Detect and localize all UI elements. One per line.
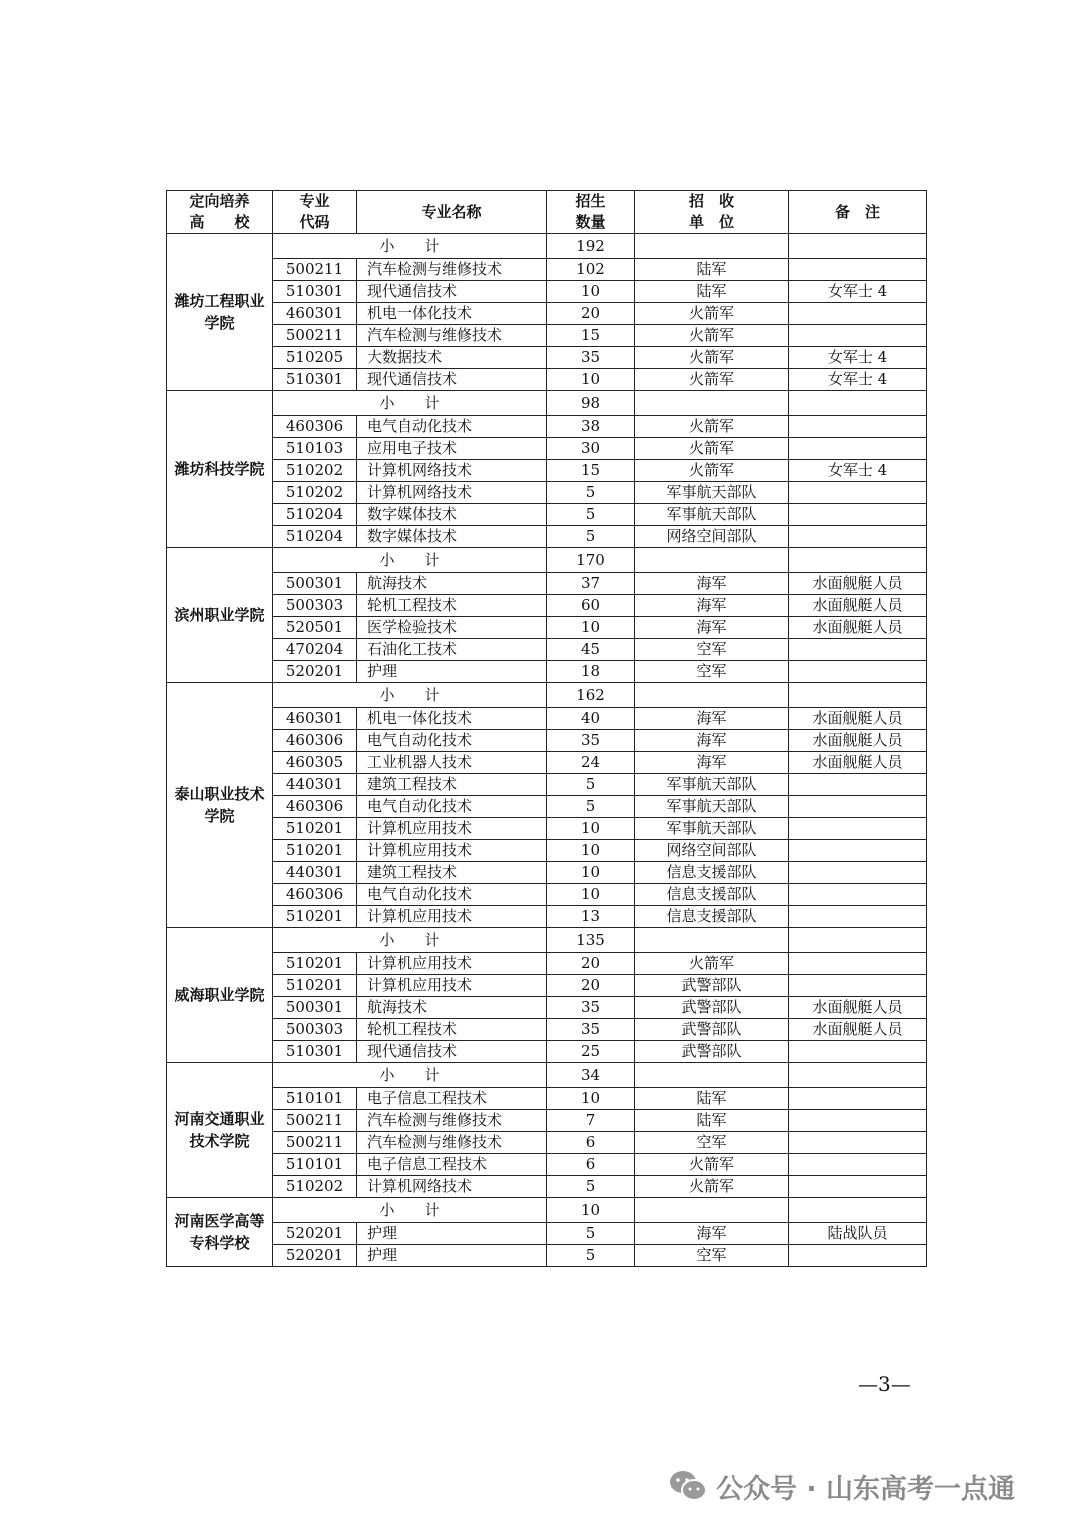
quota: 10 (547, 862, 635, 884)
recruit-unit: 海军 (635, 573, 789, 595)
major-name: 现代通信技术 (357, 281, 547, 303)
remark (789, 1132, 927, 1154)
table-row (167, 708, 927, 730)
quota: 35 (547, 730, 635, 752)
quota: 10 (547, 884, 635, 906)
recruit-unit: 空军 (635, 1245, 789, 1267)
subtotal-remark (789, 234, 927, 259)
quota: 37 (547, 573, 635, 595)
subtotal-unit (635, 391, 789, 416)
recruit-unit: 武警部队 (635, 1019, 789, 1041)
recruit-unit: 火箭军 (635, 1154, 789, 1176)
remark: 女军士 4 (789, 369, 927, 391)
watermark (668, 1466, 1015, 1506)
major-code: 510205 (273, 347, 357, 369)
major-name: 计算机网络技术 (357, 1176, 547, 1198)
recruit-unit: 陆军 (635, 259, 789, 281)
quota: 60 (547, 595, 635, 617)
quota: 45 (547, 639, 635, 661)
quota: 10 (547, 369, 635, 391)
table-row (167, 796, 927, 818)
major-name: 航海技术 (357, 997, 547, 1019)
major-code: 510101 (273, 1154, 357, 1176)
major-code: 510201 (273, 818, 357, 840)
subtotal-value: 34 (547, 1063, 635, 1088)
recruit-unit: 海军 (635, 730, 789, 752)
major-name: 现代通信技术 (357, 369, 547, 391)
major-code: 460301 (273, 303, 357, 325)
remark: 水面舰艇人员 (789, 595, 927, 617)
table-row (167, 1245, 927, 1267)
school-name: 潍坊工程职业学院 (167, 234, 273, 391)
major-name: 电气自动化技术 (357, 884, 547, 906)
subtotal-remark (789, 1198, 927, 1223)
major-name: 石油化工技术 (357, 639, 547, 661)
remark (789, 416, 927, 438)
quota: 38 (547, 416, 635, 438)
recruit-unit: 火箭军 (635, 953, 789, 975)
recruit-unit: 空军 (635, 1132, 789, 1154)
remark (789, 1245, 927, 1267)
page-number: —3— (858, 1372, 911, 1396)
table-row (167, 752, 927, 774)
major-code: 510201 (273, 975, 357, 997)
quota: 5 (547, 504, 635, 526)
major-name: 计算机应用技术 (357, 906, 547, 928)
recruit-unit: 火箭军 (635, 1176, 789, 1198)
recruit-unit: 武警部队 (635, 1041, 789, 1063)
major-name: 计算机应用技术 (357, 975, 547, 997)
quota: 5 (547, 1245, 635, 1267)
header-code: 专业 代码 (273, 191, 357, 234)
subtotal-value: 10 (547, 1198, 635, 1223)
recruit-unit: 武警部队 (635, 997, 789, 1019)
subtotal-row (167, 548, 927, 573)
table-row (167, 862, 927, 884)
major-name: 汽车检测与维修技术 (357, 1132, 547, 1154)
major-code: 440301 (273, 774, 357, 796)
recruit-unit: 军事航天部队 (635, 504, 789, 526)
remark: 水面舰艇人员 (789, 573, 927, 595)
major-name: 电气自动化技术 (357, 730, 547, 752)
header-school: 定向培养 高 校 (167, 191, 273, 234)
quota: 20 (547, 303, 635, 325)
subtotal-label: 小 计 (273, 683, 547, 708)
recruit-unit: 火箭军 (635, 325, 789, 347)
recruit-unit: 信息支援部队 (635, 862, 789, 884)
major-name: 电子信息工程技术 (357, 1088, 547, 1110)
quota: 10 (547, 818, 635, 840)
major-name: 电气自动化技术 (357, 416, 547, 438)
subtotal-value: 135 (547, 928, 635, 953)
table-row (167, 526, 927, 548)
quota: 35 (547, 1019, 635, 1041)
table-body (167, 234, 927, 1267)
school-name: 潍坊科技学院 (167, 391, 273, 548)
subtotal-value: 162 (547, 683, 635, 708)
subtotal-row (167, 928, 927, 953)
remark (789, 840, 927, 862)
recruit-unit: 火箭军 (635, 369, 789, 391)
major-code: 520501 (273, 617, 357, 639)
quota: 25 (547, 1041, 635, 1063)
remark (789, 862, 927, 884)
table-row (167, 438, 927, 460)
quota: 5 (547, 526, 635, 548)
table-row (167, 906, 927, 928)
quota: 24 (547, 752, 635, 774)
major-name: 汽车检测与维修技术 (357, 1110, 547, 1132)
remark: 女军士 4 (789, 460, 927, 482)
table-row (167, 774, 927, 796)
major-code: 510201 (273, 840, 357, 862)
major-name: 汽车检测与维修技术 (357, 259, 547, 281)
subtotal-label: 小 计 (273, 391, 547, 416)
table-row (167, 1110, 927, 1132)
table-row (167, 818, 927, 840)
major-name: 机电一体化技术 (357, 708, 547, 730)
major-code: 510204 (273, 504, 357, 526)
major-code: 460306 (273, 730, 357, 752)
quota: 10 (547, 1088, 635, 1110)
subtotal-remark (789, 683, 927, 708)
major-name: 建筑工程技术 (357, 774, 547, 796)
remark (789, 1041, 927, 1063)
major-name: 计算机网络技术 (357, 460, 547, 482)
header-row (167, 191, 927, 234)
subtotal-value: 170 (547, 548, 635, 573)
recruit-unit: 军事航天部队 (635, 482, 789, 504)
remark (789, 774, 927, 796)
major-code: 470204 (273, 639, 357, 661)
major-name: 大数据技术 (357, 347, 547, 369)
remark (789, 818, 927, 840)
table-row (167, 259, 927, 281)
major-code: 500301 (273, 573, 357, 595)
table-row (167, 639, 927, 661)
recruit-unit: 军事航天部队 (635, 796, 789, 818)
major-code: 510202 (273, 1176, 357, 1198)
major-name: 数字媒体技术 (357, 504, 547, 526)
recruit-unit: 空军 (635, 661, 789, 683)
recruit-unit: 武警部队 (635, 975, 789, 997)
quota: 6 (547, 1154, 635, 1176)
quota: 20 (547, 953, 635, 975)
quota: 10 (547, 617, 635, 639)
major-code: 500211 (273, 325, 357, 347)
recruit-unit: 火箭军 (635, 460, 789, 482)
remark (789, 325, 927, 347)
subtotal-unit (635, 928, 789, 953)
major-name: 护理 (357, 661, 547, 683)
table-row (167, 416, 927, 438)
major-name: 医学检验技术 (357, 617, 547, 639)
major-name: 数字媒体技术 (357, 526, 547, 548)
remark (789, 796, 927, 818)
wechat-icon (668, 1469, 708, 1503)
major-code: 520201 (273, 661, 357, 683)
remark (789, 884, 927, 906)
table-row (167, 504, 927, 526)
major-code: 510301 (273, 1041, 357, 1063)
remark (789, 1088, 927, 1110)
remark (789, 906, 927, 928)
remark: 水面舰艇人员 (789, 997, 927, 1019)
subtotal-remark (789, 391, 927, 416)
school-name: 泰山职业技术学院 (167, 683, 273, 928)
remark (789, 639, 927, 661)
major-name: 现代通信技术 (357, 1041, 547, 1063)
major-code: 500303 (273, 595, 357, 617)
major-code: 520201 (273, 1245, 357, 1267)
major-name: 计算机应用技术 (357, 818, 547, 840)
subtotal-label: 小 计 (273, 1063, 547, 1088)
table-row (167, 1088, 927, 1110)
recruit-unit: 海军 (635, 1223, 789, 1245)
table-row (167, 975, 927, 997)
major-code: 520201 (273, 1223, 357, 1245)
table-row (167, 661, 927, 683)
recruit-unit: 军事航天部队 (635, 818, 789, 840)
quota: 10 (547, 840, 635, 862)
table-row (167, 347, 927, 369)
major-code: 500301 (273, 997, 357, 1019)
table-row (167, 325, 927, 347)
subtotal-remark (789, 928, 927, 953)
table-row (167, 1176, 927, 1198)
recruit-unit: 火箭军 (635, 347, 789, 369)
recruit-unit: 信息支援部队 (635, 884, 789, 906)
remark (789, 661, 927, 683)
quota: 13 (547, 906, 635, 928)
quota: 5 (547, 774, 635, 796)
major-code: 510202 (273, 460, 357, 482)
major-name: 轮机工程技术 (357, 1019, 547, 1041)
remark (789, 1176, 927, 1198)
major-code: 440301 (273, 862, 357, 884)
table-row (167, 1223, 927, 1245)
major-code: 500303 (273, 1019, 357, 1041)
recruit-unit: 空军 (635, 639, 789, 661)
remark (789, 1154, 927, 1176)
quota: 5 (547, 796, 635, 818)
major-code: 500211 (273, 1132, 357, 1154)
major-name: 工业机器人技术 (357, 752, 547, 774)
major-name: 计算机应用技术 (357, 840, 547, 862)
major-code: 460301 (273, 708, 357, 730)
recruit-unit: 火箭军 (635, 438, 789, 460)
school-name: 河南交通职业技术学院 (167, 1063, 273, 1198)
remark: 水面舰艇人员 (789, 730, 927, 752)
watermark-text: 公众号 · 山东高考一点通 (716, 1473, 1016, 1505)
table-row (167, 1154, 927, 1176)
subtotal-unit (635, 548, 789, 573)
remark: 陆战队员 (789, 1223, 927, 1245)
subtotal-unit (635, 1063, 789, 1088)
major-code: 460305 (273, 752, 357, 774)
recruit-unit: 海军 (635, 708, 789, 730)
major-code: 510301 (273, 281, 357, 303)
remark: 水面舰艇人员 (789, 1019, 927, 1041)
major-code: 510103 (273, 438, 357, 460)
major-name: 航海技术 (357, 573, 547, 595)
quota: 5 (547, 1176, 635, 1198)
school-name: 滨州职业学院 (167, 548, 273, 683)
remark (789, 1110, 927, 1132)
major-code: 500211 (273, 1110, 357, 1132)
major-name: 计算机网络技术 (357, 482, 547, 504)
recruit-unit: 陆军 (635, 1088, 789, 1110)
subtotal-remark (789, 1063, 927, 1088)
major-name: 护理 (357, 1223, 547, 1245)
major-code: 460306 (273, 416, 357, 438)
remark (789, 953, 927, 975)
major-code: 510301 (273, 369, 357, 391)
subtotal-unit (635, 234, 789, 259)
enrollment-table (166, 190, 927, 1267)
subtotal-unit (635, 1198, 789, 1223)
major-name: 建筑工程技术 (357, 862, 547, 884)
subtotal-value: 192 (547, 234, 635, 259)
remark: 女军士 4 (789, 347, 927, 369)
recruit-unit: 网络空间部队 (635, 526, 789, 548)
table-row (167, 730, 927, 752)
major-name: 汽车检测与维修技术 (357, 325, 547, 347)
subtotal-label: 小 计 (273, 234, 547, 259)
recruit-unit: 火箭军 (635, 303, 789, 325)
school-name: 河南医学高等专科学校 (167, 1198, 273, 1267)
remark: 水面舰艇人员 (789, 617, 927, 639)
table-row (167, 617, 927, 639)
remark (789, 504, 927, 526)
major-name: 电气自动化技术 (357, 796, 547, 818)
table-row (167, 281, 927, 303)
major-code: 510201 (273, 906, 357, 928)
major-code: 460306 (273, 796, 357, 818)
quota: 102 (547, 259, 635, 281)
subtotal-row (167, 1063, 927, 1088)
major-name: 轮机工程技术 (357, 595, 547, 617)
major-code: 510204 (273, 526, 357, 548)
major-code: 460306 (273, 884, 357, 906)
table-row (167, 573, 927, 595)
table-row (167, 595, 927, 617)
table-row (167, 840, 927, 862)
subtotal-row (167, 1198, 927, 1223)
table-row (167, 303, 927, 325)
major-code: 510202 (273, 482, 357, 504)
subtotal-label: 小 计 (273, 1198, 547, 1223)
major-code: 500211 (273, 259, 357, 281)
remark (789, 482, 927, 504)
quota: 35 (547, 997, 635, 1019)
recruit-unit: 海军 (635, 617, 789, 639)
remark: 女军士 4 (789, 281, 927, 303)
quota: 15 (547, 460, 635, 482)
remark (789, 303, 927, 325)
table-row (167, 884, 927, 906)
table-row (167, 460, 927, 482)
table-row (167, 997, 927, 1019)
quota: 35 (547, 347, 635, 369)
major-name: 护理 (357, 1245, 547, 1267)
recruit-unit: 火箭军 (635, 416, 789, 438)
school-name: 威海职业学院 (167, 928, 273, 1063)
remark: 水面舰艇人员 (789, 708, 927, 730)
major-name: 机电一体化技术 (357, 303, 547, 325)
quota: 15 (547, 325, 635, 347)
remark (789, 438, 927, 460)
quota: 5 (547, 482, 635, 504)
table-row (167, 482, 927, 504)
major-code: 510201 (273, 953, 357, 975)
quota: 40 (547, 708, 635, 730)
quota: 7 (547, 1110, 635, 1132)
recruit-unit: 陆军 (635, 281, 789, 303)
quota: 10 (547, 281, 635, 303)
subtotal-row (167, 391, 927, 416)
major-name: 应用电子技术 (357, 438, 547, 460)
subtotal-value: 98 (547, 391, 635, 416)
quota: 6 (547, 1132, 635, 1154)
recruit-unit: 陆军 (635, 1110, 789, 1132)
table-row (167, 1041, 927, 1063)
table-row (167, 1132, 927, 1154)
recruit-unit: 信息支援部队 (635, 906, 789, 928)
quota: 5 (547, 1223, 635, 1245)
quota: 18 (547, 661, 635, 683)
recruit-unit: 军事航天部队 (635, 774, 789, 796)
remark (789, 975, 927, 997)
recruit-unit: 海军 (635, 752, 789, 774)
header-remark: 备 注 (789, 191, 927, 234)
recruit-unit: 海军 (635, 595, 789, 617)
table-row (167, 1019, 927, 1041)
table-row (167, 369, 927, 391)
major-code: 510101 (273, 1088, 357, 1110)
header-major: 专业名称 (357, 191, 547, 234)
subtotal-unit (635, 683, 789, 708)
recruit-unit: 网络空间部队 (635, 840, 789, 862)
table-row (167, 953, 927, 975)
subtotal-row (167, 234, 927, 259)
major-name: 计算机应用技术 (357, 953, 547, 975)
subtotal-remark (789, 548, 927, 573)
quota: 30 (547, 438, 635, 460)
remark (789, 526, 927, 548)
remark: 水面舰艇人员 (789, 752, 927, 774)
quota: 20 (547, 975, 635, 997)
remark (789, 259, 927, 281)
subtotal-row (167, 683, 927, 708)
subtotal-label: 小 计 (273, 928, 547, 953)
header-quota: 招生 数量 (547, 191, 635, 234)
header-unit: 招 收 单 位 (635, 191, 789, 234)
major-name: 电子信息工程技术 (357, 1154, 547, 1176)
subtotal-label: 小 计 (273, 548, 547, 573)
